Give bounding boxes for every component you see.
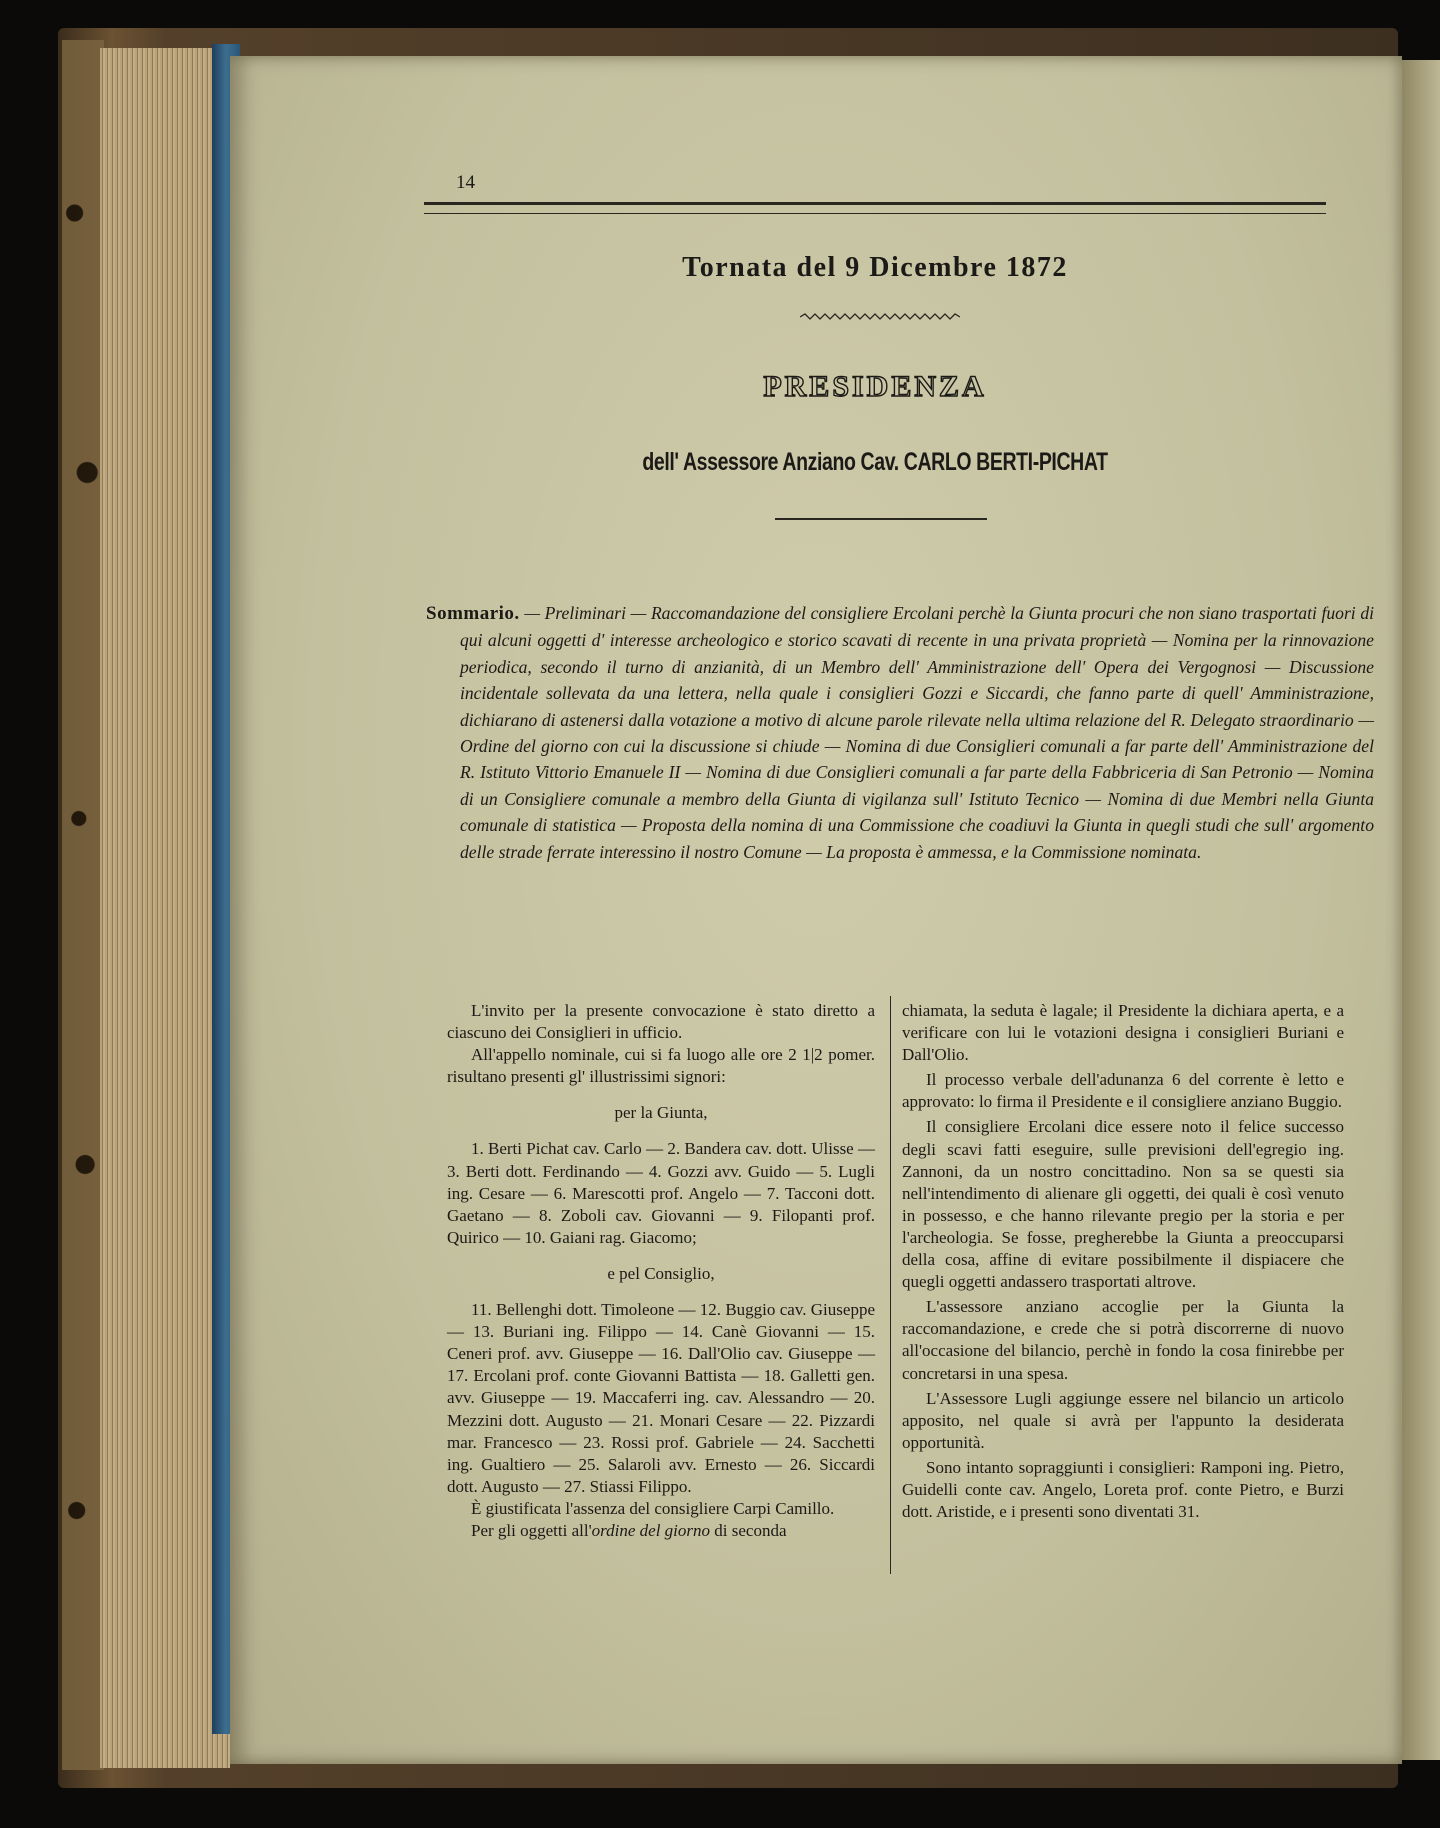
consiglio-list: 11. Bellenghi dott. Timoleone — 12. Buggio cav. Giuseppe — 13. Buriani ing. Filippo — 14. Canè Giovanni — 15. Ceneri prof. avv. Giuseppe — 16. Dall'Olio cav. Giuseppe — 17. Ercolani prof. conte Giovanni Battista — 18. Galletti gen. avv. Giuseppe — 19. Maccaferri ing. cav. Alessandro — 20. Mezzini dott. Augusto — 21. Monari Cesare — 22. Pizzardi mar. Francesco — 23. Rossi prof. Gabriele — 24. Sacchetti ing. Gualtiero — 25. Salaroli avv. Ernesto — 26. Siccardi dott. Augusto — 27. Stiassi Filippo. [447,1300,875,1496]
page-edges [100,48,230,1768]
minutes-paragraph: Il processo verbale dell'adunanza 6 del corrente è letto e approvato: lo firma il Presidente e il consigliere anziano Buggio. [902,1070,1344,1112]
left-column [447,1000,875,1542]
wavy-ornament [800,312,960,322]
header-double-rule [424,202,1326,214]
agenda-text-start: Per gli oggetti all' [471,1520,592,1540]
absence-paragraph: È giustificata l'assenza del consigliere Carpi Camillo. [471,1498,835,1518]
section-rule [775,518,987,520]
session-title: Tornata del 9 Dicembre 1872 [682,252,1068,283]
right-column [902,1000,1344,1526]
summary-text: — Preliminari — Raccomandazione del consigliere Ercolani perchè la Giunta procuri che non siano trasportati fuori di qui alcuni oggetti d' interesse archeologico e storico scavati di recente in una privata proprietà — Nomina per la rinnovazione periodica, secondo il turno di anzianità, di un Membro dell' Amministrazione dell' Opera dei Vergognosi — Discussione incidentale sollevata da una lettera, nella quale i consiglieri Gozzi e Siccardi, che fanno parte di quell' Amministrazione, dichiarano di astenersi dalla votazione a motivo di alcune parole rilevate nella ultima relazione del R. Delegato straordinario — Ordine del giorno con cui la discussione si chiude — Nomina di due Consiglieri comunali a far parte dell' Amministrazione del R. Istituto Vittorio Emanuele II — Nomina di due Consiglieri comunali a far parte della Fabbriceria di San Petronio — Nomina di un Consigliere comunale a membro della Giunta di vigilanza sull' Istituto Tecnico — Nomina di due Membri nella Giunta comunale di statistica — Proposta della nomina di una Commissione che coadiuvi la Giunta in quegli studi che sull' argomento delle strade ferrate interessino il nostro Comune — La proposta è ammessa, e la Commissione nominata. [460,603,1375,862]
presidency-subtitle: dell' Assessore Anziano Cav. CARLO BERTI-PICHAT [642,448,1108,476]
presidency-heading: PRESIDENZA [763,370,987,403]
giunta-heading: per la Giunta, [614,1103,708,1123]
agenda-paragraph [447,1520,875,1542]
ercolani-paragraph: Il consigliere Ercolani dice essere noto il felice successo degli scavi fatti eseguire, sulle previsioni dell'egregio ing. Zannoni, da un nostro concittadino. Non sa se questi sia nell'intendimento di alienare gli oggetti, dei quali è così venuto in possesso, e che hanno rilevante pregio per la storia e per l'archeologia. Se fosse, pregherebbe la Giunta a preoccuparsi della cosa, affine di evitare possibilmente il dispiacere che quegli oggetti andassero trasportati altrove. [902,1117,1344,1292]
page-number: 14 [456,172,475,193]
agenda-text-italic: ordine del giorno [591,1520,711,1540]
giunta-list: 1. Berti Pichat cav. Carlo — 2. Bandera cav. dott. Ulisse — 3. Berti dott. Ferdinando — 4. Gozzi avv. Guido — 5. Lugli ing. Cesare — 6. Marescotti prof. Angelo — 7. Tacconi dott. Gaetano — 8. Zoboli cav. Giovanni — 9. Filopanti prof. Quirico — 10. Gaiani rag. Giacomo; [447,1139,875,1247]
agenda-text-end: di seconda [710,1520,787,1540]
lugli-paragraph: L'Assessore Lugli aggiunge essere nel bilancio un articolo apposito, nel quale si avrà per l'appunto la desiderata opportunità. [902,1388,1344,1452]
arrivals-paragraph: Sono intanto sopraggiunti i consiglieri: Ramponi ing. Pietro, Guidelli conte cav. Angelo, Loreta prof. conte Pietro, e Burzi dott. Aristide, e i presenti sono diventati 31. [902,1457,1344,1522]
roll-call-paragraph: All'appello nominale, cui si fa luogo alle ore 2 1|2 pomer. risultano presenti gl' illustrissimi signori: [447,1045,875,1087]
column-divider [890,996,891,1574]
session-opening-paragraph: chiamata, la seduta è lagale; il Presidente la dichiara aperta, e a verificare con lui le votazioni designa i consiglieri Buriani e Dall'Olio. [902,1001,1344,1065]
summary-label: Sommario. [426,603,520,624]
consiglio-heading: e pel Consiglio, [607,1263,715,1283]
assessor-reply-paragraph: L'assessore anziano accoglie per la Giunta la raccomandazione, e crede che si potrà discorrerne di nuovo all'occasione del bilancio, perchè in fondo la cosa finirebbe per concretarsi in una spesa. [902,1297,1344,1383]
convocation-paragraph: L'invito per la presente convocazione è stato diretto a ciascuno dei Consiglieri in ufficio. [447,1001,875,1043]
cover-edge-marbling [62,40,104,1770]
facing-page-edge [1400,60,1440,1760]
summary-block [426,600,1374,865]
